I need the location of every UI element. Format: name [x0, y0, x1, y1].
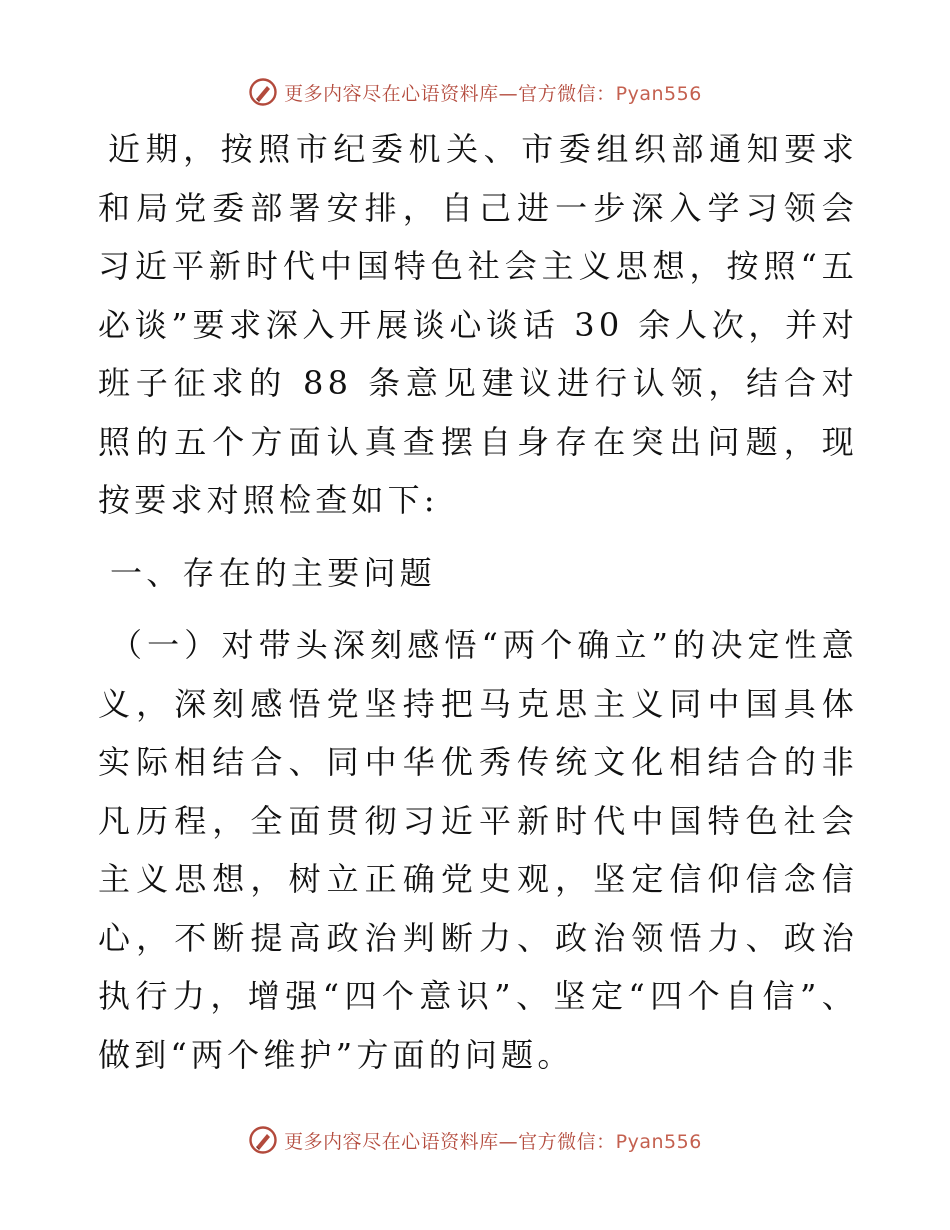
footer-watermark — [0, 1120, 950, 1160]
watermark-text: 更多内容尽在心语资料库—官方微信： — [284, 1130, 616, 1153]
watermark-text: 更多内容尽在心语资料库—官方微信： — [284, 82, 616, 105]
intro-paragraph: 近期，按照市纪委机关、市委组织部通知要求和局党委部署安排，自己进一步深入学习领会习近平新时代中国特色社会主义思想，按照“五必谈”要求深入开展谈心谈话 30 余人次，并对班子征求的 88 条意见建议进行认领，结合对照的五个方面认真查摆自身存在突出问题，现按要求对照检查如下: — [98, 130, 858, 519]
subsection-paragraph: （一）对带头深刻感悟“两个确立”的决定性意义，深刻感悟党坚持把马克思主义同中国具体实际相结合、同中华优秀传统文化相结合的非凡历程，全面贯彻习近平新时代中国特色社会主义思想，树立正确党史观，坚定信仰信念信心，不断提高政治判断力、政治领悟力、政治执行力，增强“四个意识”、坚定“四个自信”、做到“两个维护”方面的问题。 — [98, 626, 858, 1074]
watermark-handle: Pyan556 — [615, 1130, 702, 1153]
pen-logo-icon — [248, 77, 278, 107]
section-heading: 一、存在的主要问题 — [110, 553, 436, 592]
watermark-handle: Pyan556 — [615, 82, 702, 105]
header-watermark — [0, 72, 950, 112]
pen-logo-icon — [248, 1125, 278, 1155]
document-body — [98, 120, 858, 1084]
